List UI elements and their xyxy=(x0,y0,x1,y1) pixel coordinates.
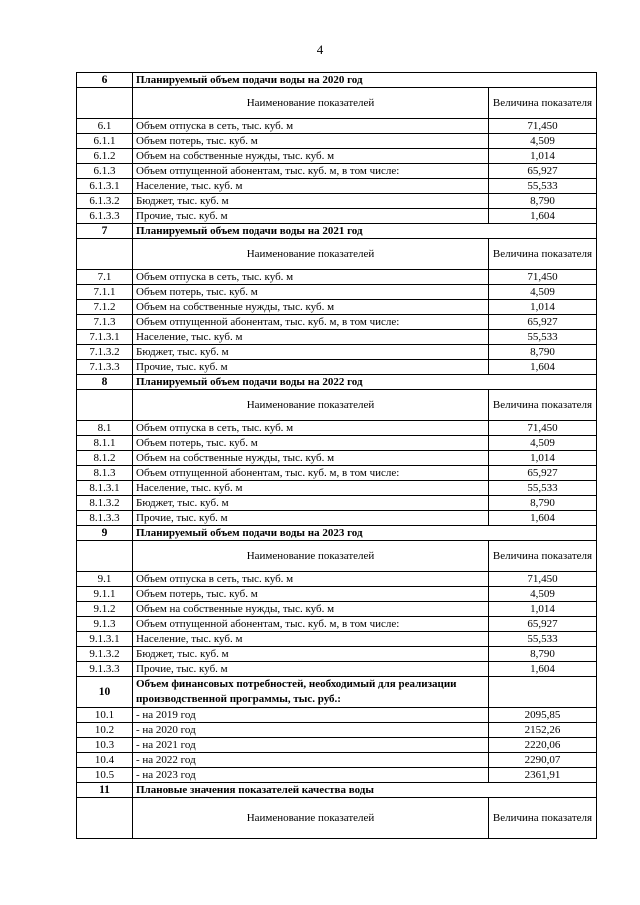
header-number-cell xyxy=(77,88,133,119)
table-row xyxy=(77,451,597,466)
row-value: 65,927 xyxy=(489,466,597,481)
header-number-cell xyxy=(77,541,133,572)
row-label: Объем отпуска в сеть, тыс. куб. м xyxy=(133,119,489,134)
row-number: 6.1 xyxy=(77,119,133,134)
row-value: 4,509 xyxy=(489,134,597,149)
section-row xyxy=(77,73,597,88)
row-number: 10.1 xyxy=(77,708,133,723)
row-value: 71,450 xyxy=(489,572,597,587)
column-header-row xyxy=(77,798,597,839)
row-value: 1,604 xyxy=(489,209,597,224)
table-row xyxy=(77,164,597,179)
table-row xyxy=(77,632,597,647)
table-row xyxy=(77,738,597,753)
table-row xyxy=(77,315,597,330)
section-title: Планируемый объем подачи воды на 2022 год xyxy=(133,375,597,390)
table-row xyxy=(77,602,597,617)
row-number: 8.1.3 xyxy=(77,466,133,481)
row-number: 9.1.3.1 xyxy=(77,632,133,647)
row-label: - на 2020 год xyxy=(133,723,489,738)
row-number: 6.1.3 xyxy=(77,164,133,179)
row-label: Прочие, тыс. куб. м xyxy=(133,662,489,677)
column-header-name: Наименование показателей xyxy=(133,239,489,270)
section-number: 6 xyxy=(77,73,133,88)
table-row xyxy=(77,330,597,345)
column-header-row xyxy=(77,88,597,119)
table-row xyxy=(77,481,597,496)
section-row xyxy=(77,783,597,798)
section-title: Планируемый объем подачи воды на 2023 год xyxy=(133,526,597,541)
row-value: 71,450 xyxy=(489,119,597,134)
row-label: Объем потерь, тыс. куб. м xyxy=(133,285,489,300)
table-row xyxy=(77,466,597,481)
row-number: 8.1.3.3 xyxy=(77,511,133,526)
row-number: 10.2 xyxy=(77,723,133,738)
row-value: 8,790 xyxy=(489,647,597,662)
row-value: 55,533 xyxy=(489,481,597,496)
column-header-value: Величина показателя xyxy=(489,541,597,572)
row-label: Объем отпуска в сеть, тыс. куб. м xyxy=(133,572,489,587)
section-row xyxy=(77,526,597,541)
row-value: 1,014 xyxy=(489,300,597,315)
table-row xyxy=(77,134,597,149)
row-label: - на 2023 год xyxy=(133,768,489,783)
row-value: 65,927 xyxy=(489,617,597,632)
table-row xyxy=(77,285,597,300)
row-number: 10.4 xyxy=(77,753,133,768)
section-number: 8 xyxy=(77,375,133,390)
header-number-cell xyxy=(77,390,133,421)
row-value: 1,604 xyxy=(489,511,597,526)
row-value: 1,604 xyxy=(489,662,597,677)
row-number: 9.1.3.3 xyxy=(77,662,133,677)
row-number: 8.1.2 xyxy=(77,451,133,466)
table-row xyxy=(77,360,597,375)
row-label: Объем потерь, тыс. куб. м xyxy=(133,587,489,602)
row-label: Объем отпущенной абонентам, тыс. куб. м, в том числе: xyxy=(133,617,489,632)
row-label: Объем отпуска в сеть, тыс. куб. м xyxy=(133,270,489,285)
row-value: 1,604 xyxy=(489,360,597,375)
table-row xyxy=(77,511,597,526)
table-row xyxy=(77,119,597,134)
column-header-value: Величина показателя xyxy=(489,88,597,119)
header-number-cell xyxy=(77,798,133,839)
row-value: 65,927 xyxy=(489,315,597,330)
row-number: 6.1.3.2 xyxy=(77,194,133,209)
column-header-value: Величина показателя xyxy=(489,798,597,839)
row-label: Население, тыс. куб. м xyxy=(133,179,489,194)
section-title: Планируемый объем подачи воды на 2021 год xyxy=(133,224,597,239)
row-value: 2290,07 xyxy=(489,753,597,768)
table-row xyxy=(77,179,597,194)
row-label: Бюджет, тыс. куб. м xyxy=(133,496,489,511)
row-value: 2152,26 xyxy=(489,723,597,738)
row-label: Население, тыс. куб. м xyxy=(133,330,489,345)
table-row xyxy=(77,194,597,209)
row-label: Бюджет, тыс. куб. м xyxy=(133,345,489,360)
row-value: 71,450 xyxy=(489,421,597,436)
row-value: 1,014 xyxy=(489,602,597,617)
row-label: Объем потерь, тыс. куб. м xyxy=(133,436,489,451)
row-label: Объем на собственные нужды, тыс. куб. м xyxy=(133,149,489,164)
section-number: 9 xyxy=(77,526,133,541)
column-header-value: Величина показателя xyxy=(489,390,597,421)
row-label: Объем отпущенной абонентам, тыс. куб. м, в том числе: xyxy=(133,315,489,330)
indicators-table xyxy=(76,72,597,839)
row-label: Прочие, тыс. куб. м xyxy=(133,360,489,375)
column-header-name: Наименование показателей xyxy=(133,390,489,421)
row-value: 4,509 xyxy=(489,436,597,451)
table-body xyxy=(77,73,597,839)
row-number: 8.1.3.2 xyxy=(77,496,133,511)
row-value: 55,533 xyxy=(489,632,597,647)
column-header-row xyxy=(77,541,597,572)
row-value: 55,533 xyxy=(489,330,597,345)
row-label: Прочие, тыс. куб. м xyxy=(133,209,489,224)
row-number: 7.1.3.2 xyxy=(77,345,133,360)
row-number: 6.1.1 xyxy=(77,134,133,149)
row-label: Объем потерь, тыс. куб. м xyxy=(133,134,489,149)
section-number: 10 xyxy=(77,677,133,708)
row-number: 7.1.3.3 xyxy=(77,360,133,375)
row-label: Объем на собственные нужды, тыс. куб. м xyxy=(133,300,489,315)
table-row xyxy=(77,270,597,285)
table-row xyxy=(77,617,597,632)
column-header-name: Наименование показателей xyxy=(133,88,489,119)
page-number: 4 xyxy=(316,42,324,57)
row-number: 7.1 xyxy=(77,270,133,285)
section-row xyxy=(77,677,597,708)
row-label: - на 2021 год xyxy=(133,738,489,753)
table-row xyxy=(77,723,597,738)
row-value: 2095,85 xyxy=(489,708,597,723)
table-row xyxy=(77,300,597,315)
section-title: Объем финансовых потребностей, необходимый для реализации производственной программы, тыс. руб.: xyxy=(133,677,489,708)
row-number: 10.5 xyxy=(77,768,133,783)
section-number: 7 xyxy=(77,224,133,239)
table-row xyxy=(77,149,597,164)
row-number: 6.1.3.1 xyxy=(77,179,133,194)
row-label: Население, тыс. куб. м xyxy=(133,632,489,647)
row-number: 9.1.3 xyxy=(77,617,133,632)
row-value: 1,014 xyxy=(489,451,597,466)
column-header-row xyxy=(77,239,597,270)
row-number: 7.1.3.1 xyxy=(77,330,133,345)
table-row xyxy=(77,436,597,451)
table-row xyxy=(77,209,597,224)
column-header-row xyxy=(77,390,597,421)
row-label: Прочие, тыс. куб. м xyxy=(133,511,489,526)
row-number: 9.1.1 xyxy=(77,587,133,602)
table-row xyxy=(77,421,597,436)
row-value: 71,450 xyxy=(489,270,597,285)
row-label: Бюджет, тыс. куб. м xyxy=(133,647,489,662)
row-label: Объем отпущенной абонентам, тыс. куб. м, в том числе: xyxy=(133,466,489,481)
table-row xyxy=(77,496,597,511)
row-label: Объем на собственные нужды, тыс. куб. м xyxy=(133,451,489,466)
row-label: Бюджет, тыс. куб. м xyxy=(133,194,489,209)
row-number: 8.1.1 xyxy=(77,436,133,451)
section-value-cell xyxy=(489,677,597,708)
table-row xyxy=(77,708,597,723)
row-value: 4,509 xyxy=(489,285,597,300)
row-number: 6.1.2 xyxy=(77,149,133,164)
table-row xyxy=(77,647,597,662)
row-value: 8,790 xyxy=(489,345,597,360)
row-label: - на 2019 год xyxy=(133,708,489,723)
table-row xyxy=(77,572,597,587)
row-value: 1,014 xyxy=(489,149,597,164)
section-title: Плановые значения показателей качества воды xyxy=(133,783,597,798)
section-number: 11 xyxy=(77,783,133,798)
row-number: 9.1.3.2 xyxy=(77,647,133,662)
section-row xyxy=(77,375,597,390)
row-label: Объем отпущенной абонентам, тыс. куб. м, в том числе: xyxy=(133,164,489,179)
row-label: Объем отпуска в сеть, тыс. куб. м xyxy=(133,421,489,436)
section-row xyxy=(77,224,597,239)
row-number: 8.1.3.1 xyxy=(77,481,133,496)
row-value: 2220,06 xyxy=(489,738,597,753)
row-number: 7.1.1 xyxy=(77,285,133,300)
table-row xyxy=(77,587,597,602)
row-value: 65,927 xyxy=(489,164,597,179)
column-header-name: Наименование показателей xyxy=(133,798,489,839)
row-number: 7.1.3 xyxy=(77,315,133,330)
column-header-name: Наименование показателей xyxy=(133,541,489,572)
row-number: 7.1.2 xyxy=(77,300,133,315)
row-value: 4,509 xyxy=(489,587,597,602)
table-row xyxy=(77,753,597,768)
row-value: 55,533 xyxy=(489,179,597,194)
table-row xyxy=(77,345,597,360)
row-value: 8,790 xyxy=(489,496,597,511)
row-value: 2361,91 xyxy=(489,768,597,783)
row-number: 9.1 xyxy=(77,572,133,587)
row-label: Объем на собственные нужды, тыс. куб. м xyxy=(133,602,489,617)
row-label: - на 2022 год xyxy=(133,753,489,768)
table-row xyxy=(77,662,597,677)
row-number: 10.3 xyxy=(77,738,133,753)
row-number: 6.1.3.3 xyxy=(77,209,133,224)
column-header-value: Величина показателя xyxy=(489,239,597,270)
row-number: 9.1.2 xyxy=(77,602,133,617)
row-number: 8.1 xyxy=(77,421,133,436)
table-row xyxy=(77,768,597,783)
row-label: Население, тыс. куб. м xyxy=(133,481,489,496)
row-value: 8,790 xyxy=(489,194,597,209)
section-title: Планируемый объем подачи воды на 2020 год xyxy=(133,73,597,88)
header-number-cell xyxy=(77,239,133,270)
